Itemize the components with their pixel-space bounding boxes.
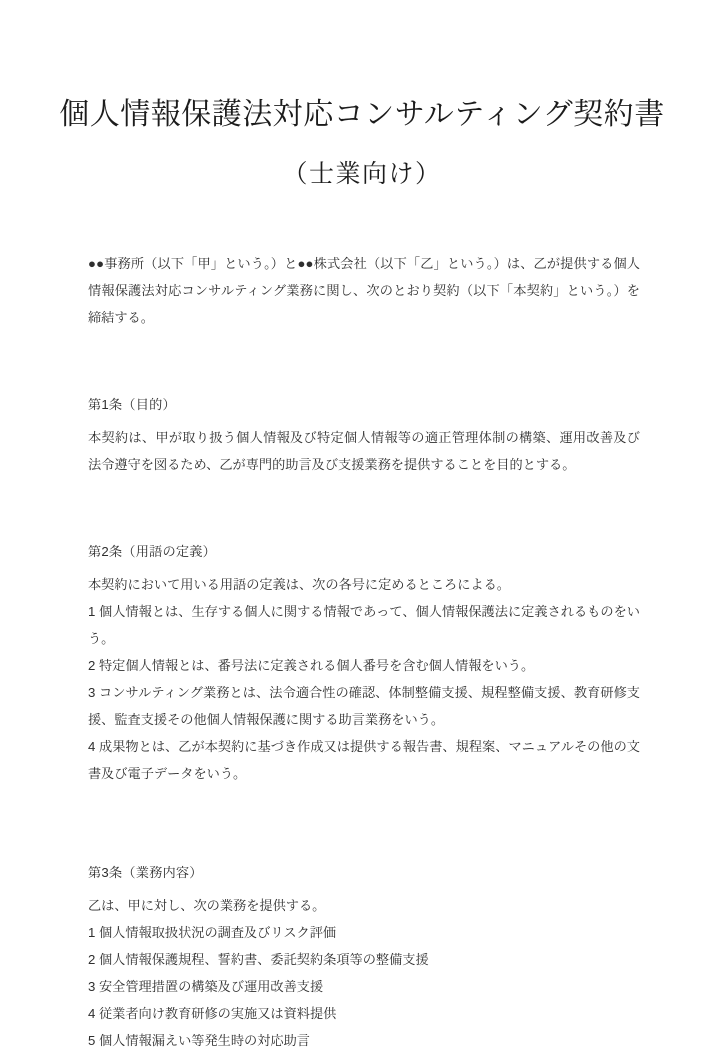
section-lead-article-3: 乙は、甲に対し、次の業務を提供する。 — [88, 898, 326, 913]
section-heading-article-1: 第1条（目的） — [88, 397, 176, 412]
list-item: 3 安全管理措置の構築及び運用改善支援 — [88, 979, 324, 994]
list-item: 3 コンサルティング業務とは、法令適合性の確認、体制整備支援、規程整備支援、教育研修支援、監査支援その他個人情報保護に関する助言業務をいう。 — [88, 685, 640, 727]
section-lead-article-1: 本契約は、甲が取り扱う個人情報及び特定個人情報等の適正管理体制の構築、運用改善及び法令遵守を図るため、乙が専門的助言及び支援業務を提供することを目的とする。 — [88, 430, 640, 472]
list-item: 4 従業者向け教育研修の実施又は資料提供 — [88, 1006, 337, 1021]
section-article-1 — [88, 391, 640, 478]
list-item: 5 個人情報漏えい等発生時の対応助言 — [88, 1033, 310, 1048]
item-list-article-3 — [88, 919, 640, 1054]
preamble-paragraph: ●●事務所（以下「甲」という。）と●●株式会社（以下「乙」という。）は、乙が提供する個人情報保護法対応コンサルティング業務に関し、次のとおり契約（以下「本契約」という。）を締結する。 — [88, 256, 640, 325]
list-item: 4 成果物とは、乙が本契約に基づき作成又は提供する報告書、規程案、マニュアルその他の文書及び電子データをいう。 — [88, 739, 640, 781]
list-item: 1 個人情報とは、生存する個人に関する情報であって、個人情報保護法に定義されるものをいう。 — [88, 604, 640, 646]
document-body — [88, 250, 640, 1054]
section-lead-article-2: 本契約において用いる用語の定義は、次の各号に定めるところによる。 — [88, 577, 510, 592]
item-list-article-2 — [88, 598, 640, 787]
title-block — [0, 0, 724, 190]
section-article-3 — [88, 859, 640, 1054]
section-heading-article-2: 第2条（用語の定義） — [88, 544, 217, 559]
list-item: 1 個人情報取扱状況の調査及びリスク評価 — [88, 925, 337, 940]
section-article-2 — [88, 538, 640, 787]
list-item: 2 特定個人情報とは、番号法に定義される個人番号を含む個人情報をいう。 — [88, 658, 535, 673]
section-heading-article-3: 第3条（業務内容） — [88, 865, 203, 880]
page-subtitle: （士業向け） — [282, 160, 442, 188]
list-item: 2 個人情報保護規程、誓約書、委託契約条項等の整備支援 — [88, 952, 429, 967]
page-title: 個人情報保護法対応コンサルティング契約書 — [59, 98, 665, 131]
